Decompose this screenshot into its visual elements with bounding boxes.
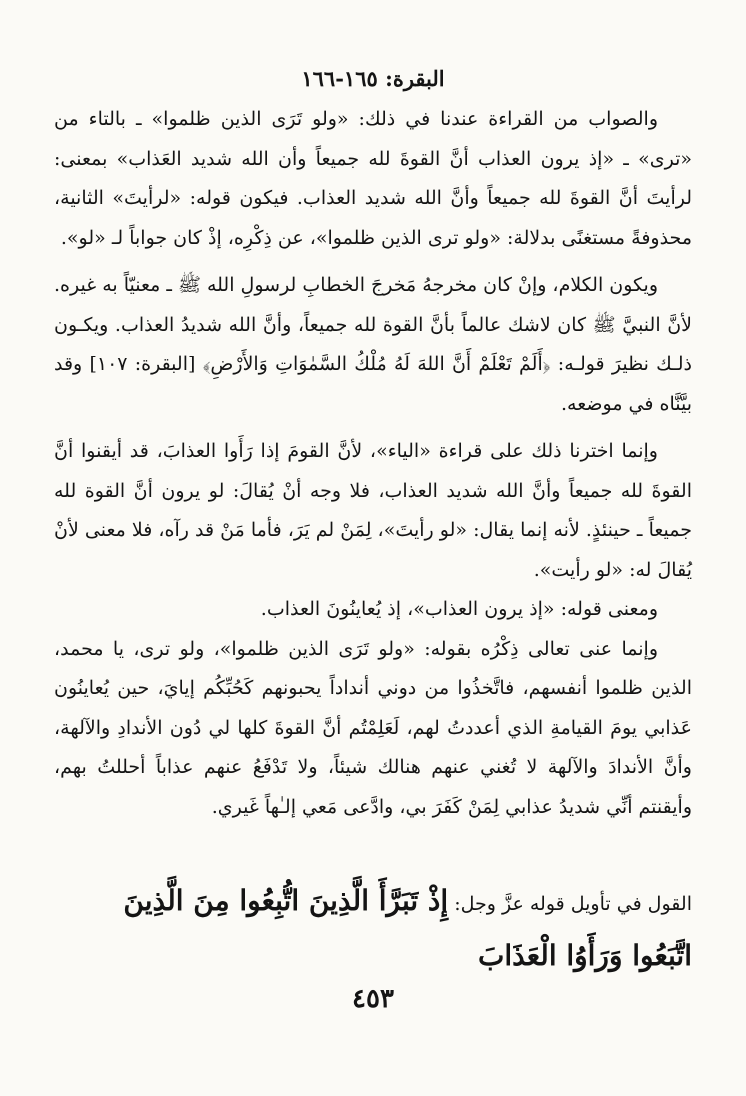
section-heading — [54, 875, 692, 985]
paragraph-4: ومعنى قوله: «إذ يرون العذاب»، إذ يُعاينُونَ العذاب. — [260, 598, 658, 620]
section-heading-verse: إِذْ تَبَرَّأَ الَّذِينَ اتُّبِعُوا مِنَ الَّذِينَ اتَّبَعُوا وَرَأَوُا الْعَذَابَ — [123, 884, 692, 972]
paragraph-1: والصواب من القراءة عندنا في ذلك: «ولو تَرَى الذين ظلموا» ـ بالتاء من «ترى» ـ «إذ يرون العذاب أنَّ القوةَ لله جميعاً وأن الله شديد العَذاب» بمعنى: لرأيتَ أنَّ القوةَ لله جميعاً وأنَّ الله شديد العذاب. فيكون قوله: «لرأيتَ» الثانية، محذوفةً مستغنًى بدلالة: «ولو ترى الذين ظلموا»، عن ذِكْرِه، إذْ كان جواباً لـ «لو». — [54, 108, 692, 249]
section-heading-lead: القول في تأويل قوله عزَّ وجل: — [454, 893, 692, 915]
page-number: ٤٥٣ — [352, 984, 394, 1014]
paragraph-5: وإنما عنى تعالى ذِكْرُه بقوله: «ولو تَرَى الذين ظلموا»، ولو ترى، يا محمد، الذين ظلموا أنفسهم، فاتَّخذُوا من دوني أنداداً يحبونهم كَحُبِّكُم إيايَ، حين يُعاينُون عَذابي يومَ القيامةِ الذي أعددتُ لهم، لَعَلِمْتُم أنَّ القوةَ كلها لي دُون الأندادِ والآلهة، وأنَّ الأندادَ والآلهة لا تُغني عنهم هنالك شيئاً، ولا تَدْفَعُ عنهم عذاباً أحللتُ بهم، وأيقنتم أنِّي شديدُ عذابي لِمَنْ كَفَرَ بي، وادَّعى مَعي إلـٰهاً غَيري. — [54, 637, 692, 818]
paragraph-2: ويكون الكلام، وإنْ كان مخرجهُ مَخرجَ الخطابِ لرسولِ الله ﷺ ـ معنيّاً به غيره. لأنَّ النبيَّ ﷺ كان لاشك عالماً بأنَّ القوة لله جميعاً، وأنَّ الله شديدُ العذاب. ويكـون ذلـك نظيرَ قولـه: ﴿أَلَمْ تَعْلَمْ أَنَّ اللهَ لَهُ مُلْكُ السَّمٰوَاتِ وَالأَرْضِ﴾ [البقرة: ١٠٧] وقد بيَّنَّاه في موضعه. — [54, 274, 692, 415]
page-body — [54, 64, 692, 985]
running-header: البقرة: ١٦٥-١٦٦ — [301, 66, 445, 91]
paragraph-3: وإنما اخترنا ذلك على قراءة «الياء»، لأنَّ القومَ إذا رَأَوا العذابَ، قد أيقنوا أنَّ القوةَ لله جميعاً وأنَّ الله شديد العذاب، فلا وجه أنْ يُقالَ: لو يرون أنَّ القوة لله جميعاً ـ حينئذٍ. لأنه إنما يقال: «لو رأيتَ»، لِمَنْ لم يَرَ، فأما مَنْ قد رآه، فلا معنى لأنْ يُقالَ له: «لو رأيت». — [54, 440, 692, 581]
